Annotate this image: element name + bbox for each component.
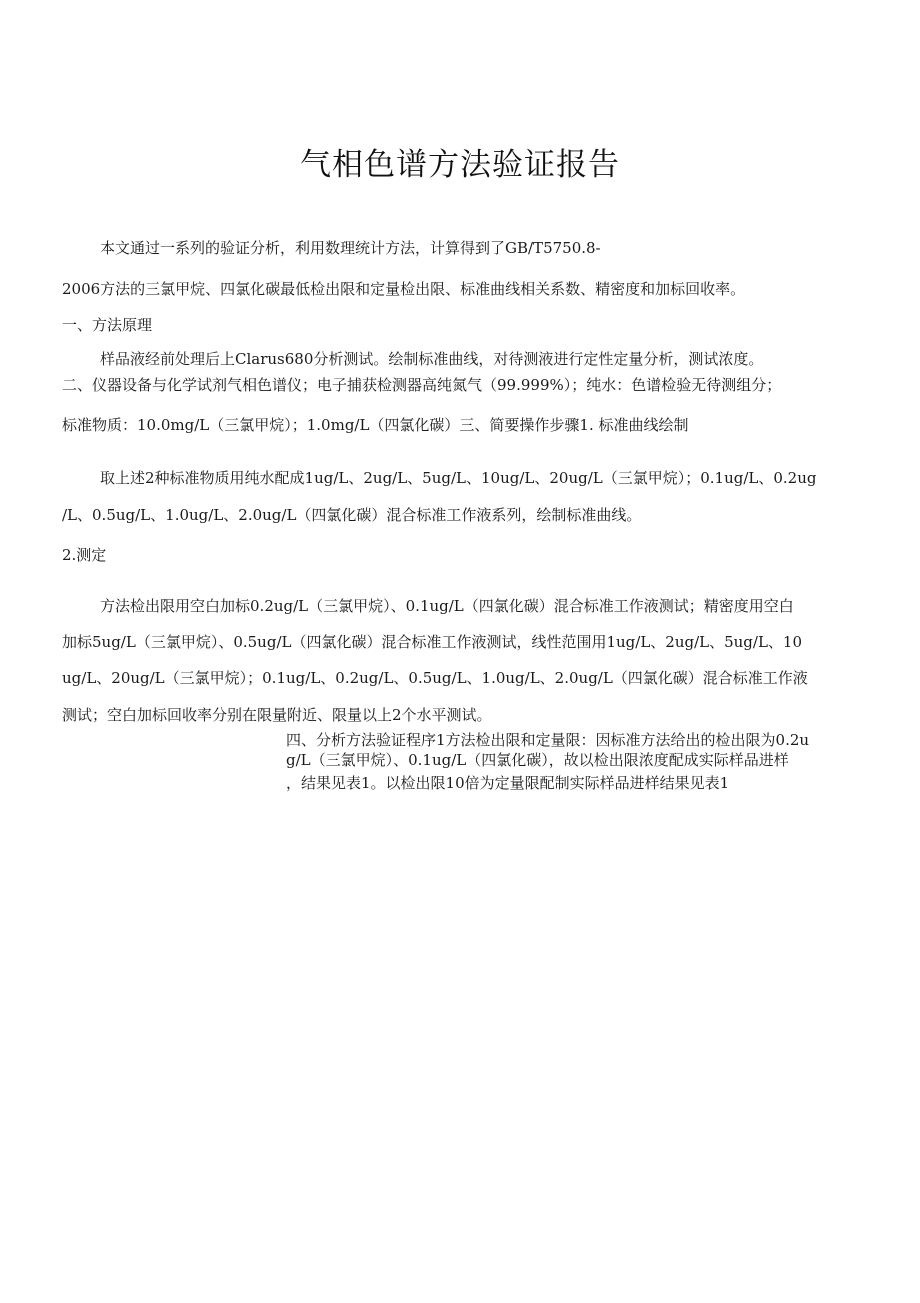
procedure-text-line-3: ，结果见表1。以检出限10倍为定量限配制实际样品进样结果见表1 <box>286 774 730 792</box>
document-title: 气相色谱方法验证报告 <box>300 147 620 183</box>
intro-line-2: 2006方法的三氯甲烷、四氯化碳最低检出限和定量检出限、标准曲线相关系数、精密度和加标回收率。 <box>62 280 746 298</box>
section-heading-measure: 2.测定 <box>62 546 107 564</box>
procedure-text-line-1: 四、分析方法验证程序1方法检出限和定量限：因标准方法给出的检出限为0.2u <box>286 731 810 749</box>
equipment-text: 二、仪器设备与化学试剂气相色谱仪；电子捕获检测器高纯氮气（99.999%）；纯水：色谱检验无待测组分； <box>62 376 782 394</box>
measure-text-line-2: 加标5ug/L（三氯甲烷）、0.5ug/L（四氯化碳）混合标准工作液测试，线性范围用1ug/L、2ug/L、5ug/L、10 <box>62 633 803 651</box>
principle-text: 样品液经前处理后上Clarus680分析测试。绘制标准曲线，对待测液进行定性定量分析，测试浓度。 <box>100 350 764 368</box>
intro-line-1: 本文通过一系列的验证分析，利用数理统计方法，计算得到了GB/T5750.8- <box>100 239 601 257</box>
curve-text-line-1: 取上述2种标准物质用纯水配成1ug/L、2ug/L、5ug/L、10ug/L、20ug/L（三氯甲烷）；0.1ug/L、0.2ug <box>100 469 817 487</box>
section-heading-principle: 一、方法原理 <box>62 316 153 334</box>
procedure-text-line-2: g/L（三氯甲烷）、0.1ug/L（四氯化碳），故以检出限浓度配成实际样品进样 <box>286 751 789 769</box>
curve-text-line-2: /L、0.5ug/L、1.0ug/L、2.0ug/L（四氯化碳）混合标准工作液系列，绘制标准曲线。 <box>62 506 642 524</box>
measure-text-line-1: 方法检出限用空白加标0.2ug/L（三氯甲烷）、0.1ug/L（四氯化碳）混合标准工作液测试；精密度用空白 <box>100 597 794 615</box>
measure-text-line-3: ug/L、20ug/L（三氯甲烷）；0.1ug/L、0.2ug/L、0.5ug/L、1.0ug/L、2.0ug/L（四氯化碳）混合标准工作液 <box>62 669 808 687</box>
measure-text-line-4: 测试；空白加标回收率分别在限量附近、限量以上2个水平测试。 <box>62 706 492 724</box>
standards-text: 标准物质：10.0mg/L（三氯甲烷）；1.0mg/L（四氯化碳）三、简要操作步骤1. 标准曲线绘制 <box>62 416 689 434</box>
